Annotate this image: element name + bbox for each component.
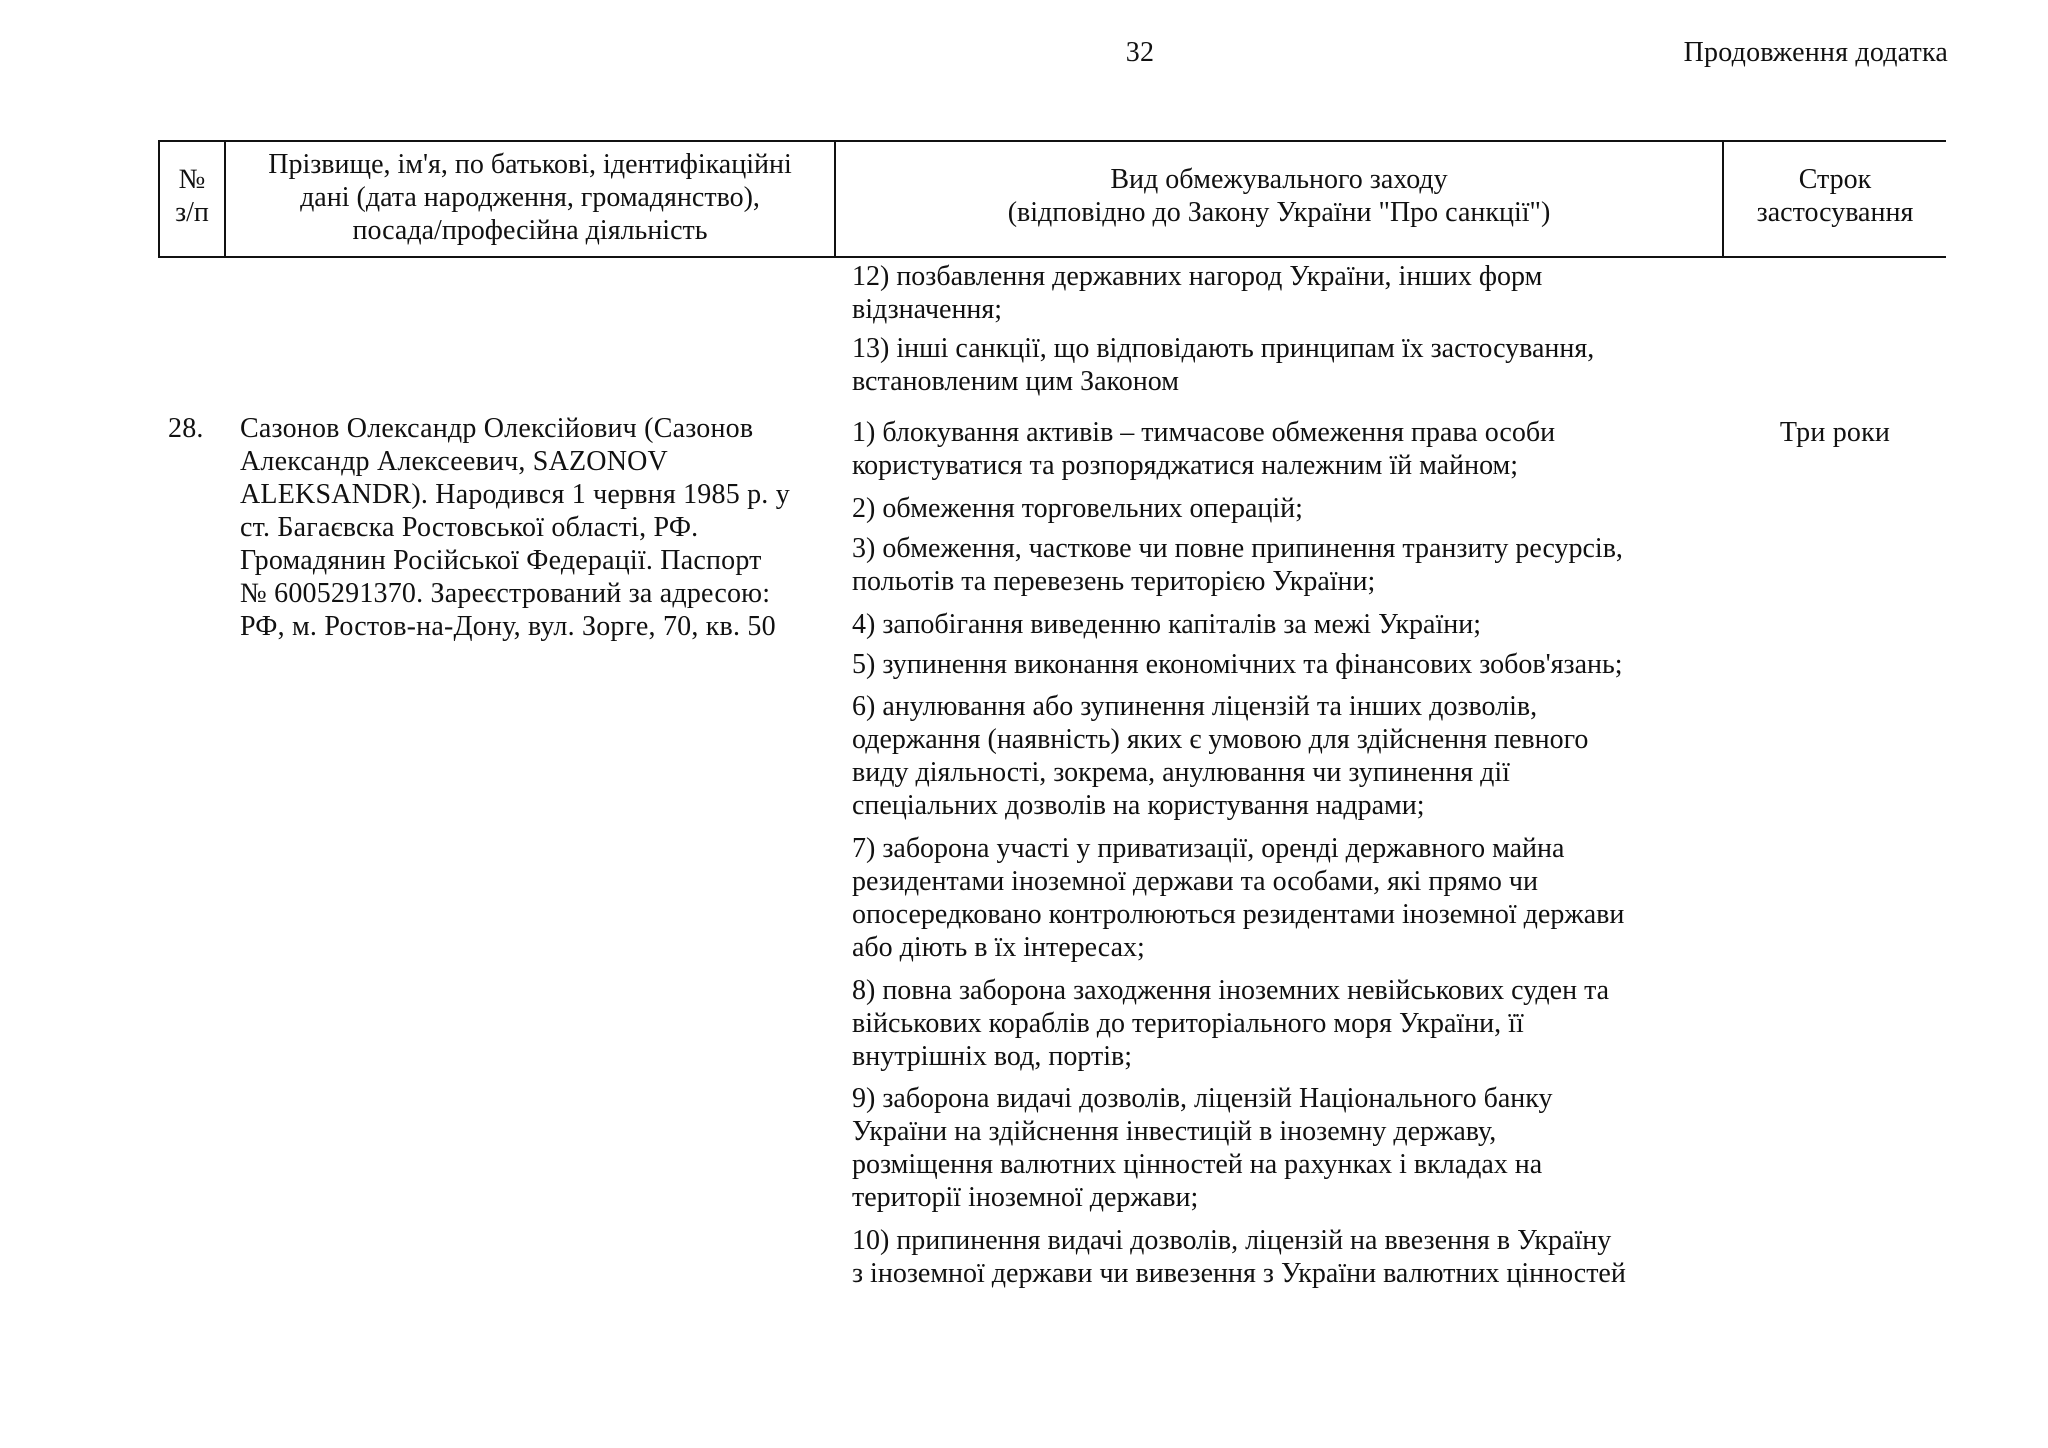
person-line: № 6005291370. Зареєстрований за адресою:	[240, 578, 771, 609]
measure-line: України на здійснення інвестицій в іноземну державу,	[852, 1116, 1497, 1147]
measure-line: внутрішніх вод, портів;	[852, 1041, 1132, 1072]
person-line: Громадянин Російської Федерації. Паспорт	[240, 545, 762, 576]
measure-line: 2) обмеження торговельних операцій;	[852, 493, 1303, 524]
header-measure-line1: Вид обмежувального заходу	[1110, 164, 1448, 195]
measure-line: польотів та перевезень територією України;	[852, 566, 1376, 597]
measure-item-1	[852, 416, 1692, 482]
measure-item-10	[852, 1224, 1692, 1290]
measure-line: або діють в їх інтересах;	[852, 932, 1145, 963]
measure-item-3	[852, 532, 1692, 598]
measure-line: резидентами іноземної держави та особами, які прямо чи	[852, 866, 1538, 897]
page-number: 32	[1125, 37, 1155, 68]
header-term-line2: застосування	[1756, 197, 1914, 228]
header-number-line2: з/п	[175, 197, 209, 228]
measure-item-7	[852, 832, 1692, 964]
person-line: Александр Алексеевич, SAZONOV	[240, 446, 668, 477]
measure-line: 6) анулювання або зупинення ліцензій та інших дозволів,	[852, 691, 1538, 722]
carryover-item-13-line1: 13) інші санкції, що відповідають принципам їх застосування,	[852, 333, 1595, 364]
term-value: Три роки	[1779, 417, 1891, 448]
carryover-item-13	[852, 332, 1692, 398]
measure-line: 10) припинення видачі дозволів, ліцензій на ввезення в Україну	[852, 1225, 1612, 1256]
measure-line: розміщення валютних цінностей на рахунках і вкладах на	[852, 1149, 1543, 1180]
header-person-line2: дані (дата народження, громадянство),	[300, 182, 760, 213]
header-person-line3: посада/професійна діяльність	[352, 215, 708, 246]
header-person-line1: Прізвище, ім'я, по батькові, ідентифікаційні	[268, 149, 792, 180]
carryover-item-13-line2: встановленим цим Законом	[852, 366, 1179, 397]
measure-item-6	[852, 690, 1692, 822]
continuation-label: Продовження додатка	[1683, 37, 1948, 68]
measure-line: 9) заборона видачі дозволів, ліцензій Національного банку	[852, 1083, 1553, 1114]
measure-line: території іноземної держави;	[852, 1182, 1199, 1213]
table-top-rule	[158, 140, 1946, 142]
measure-item-4	[852, 608, 1692, 641]
person-info	[240, 412, 830, 643]
row-number: 28.	[168, 413, 204, 444]
measure-line: 1) блокування активів – тимчасове обмеження права особи	[852, 417, 1556, 448]
measure-line: з іноземної держави чи вивезення з України валютних цінностей	[852, 1258, 1626, 1289]
table-header-bottom-rule	[158, 256, 1946, 258]
measure-item-2	[852, 492, 1692, 525]
measure-line: 7) заборона участі у приватизації, оренді державного майна	[852, 833, 1565, 864]
header-measure-line2: (відповідно до Закону України "Про санкції")	[1007, 197, 1551, 228]
carryover-item-12-line2: відзначення;	[852, 294, 1003, 325]
person-line: РФ, м. Ростов-на-Дону, вул. Зорге, 70, кв. 50	[240, 611, 776, 642]
measure-item-8	[852, 974, 1692, 1073]
measure-item-9	[852, 1082, 1692, 1214]
header-number-line1: №	[178, 164, 206, 195]
header-person	[226, 148, 834, 247]
measure-item-5	[852, 648, 1692, 681]
measure-line: користуватися та розпоряджатися належним їй майном;	[852, 450, 1519, 481]
person-line: ALEKSANDR). Народився 1 червня 1985 р. у	[240, 479, 790, 510]
measure-line: військових кораблів до територіального моря України, її	[852, 1008, 1524, 1039]
measure-line: 4) запобігання виведенню капіталів за межі України;	[852, 609, 1482, 640]
measure-line: 8) повна заборона заходження іноземних невійськових суден та	[852, 975, 1610, 1006]
header-number	[160, 163, 224, 229]
header-measure	[836, 163, 1722, 229]
header-term	[1724, 163, 1946, 229]
carryover-item-12	[852, 260, 1692, 326]
measure-line: одержання (наявність) яких є умовою для здійснення певного	[852, 724, 1589, 755]
person-line: ст. Багаєвска Ростовської області, РФ.	[240, 512, 699, 543]
measure-line: опосередковано контролюються резидентами іноземної держави	[852, 899, 1625, 930]
measure-line: спеціальних дозволів на користування надрами;	[852, 790, 1425, 821]
header-term-line1: Строк	[1798, 164, 1872, 195]
measure-line: 5) зупинення виконання економічних та фінансових зобов'язань;	[852, 649, 1623, 680]
measure-line: виду діяльності, зокрема, анулювання чи зупинення дії	[852, 757, 1510, 788]
carryover-item-12-line1: 12) позбавлення державних нагород України, інших форм	[852, 261, 1543, 292]
measure-line: 3) обмеження, часткове чи повне припинення транзиту ресурсів,	[852, 533, 1623, 564]
person-line: Сазонов Олександр Олексійович (Сазонов	[240, 413, 754, 444]
